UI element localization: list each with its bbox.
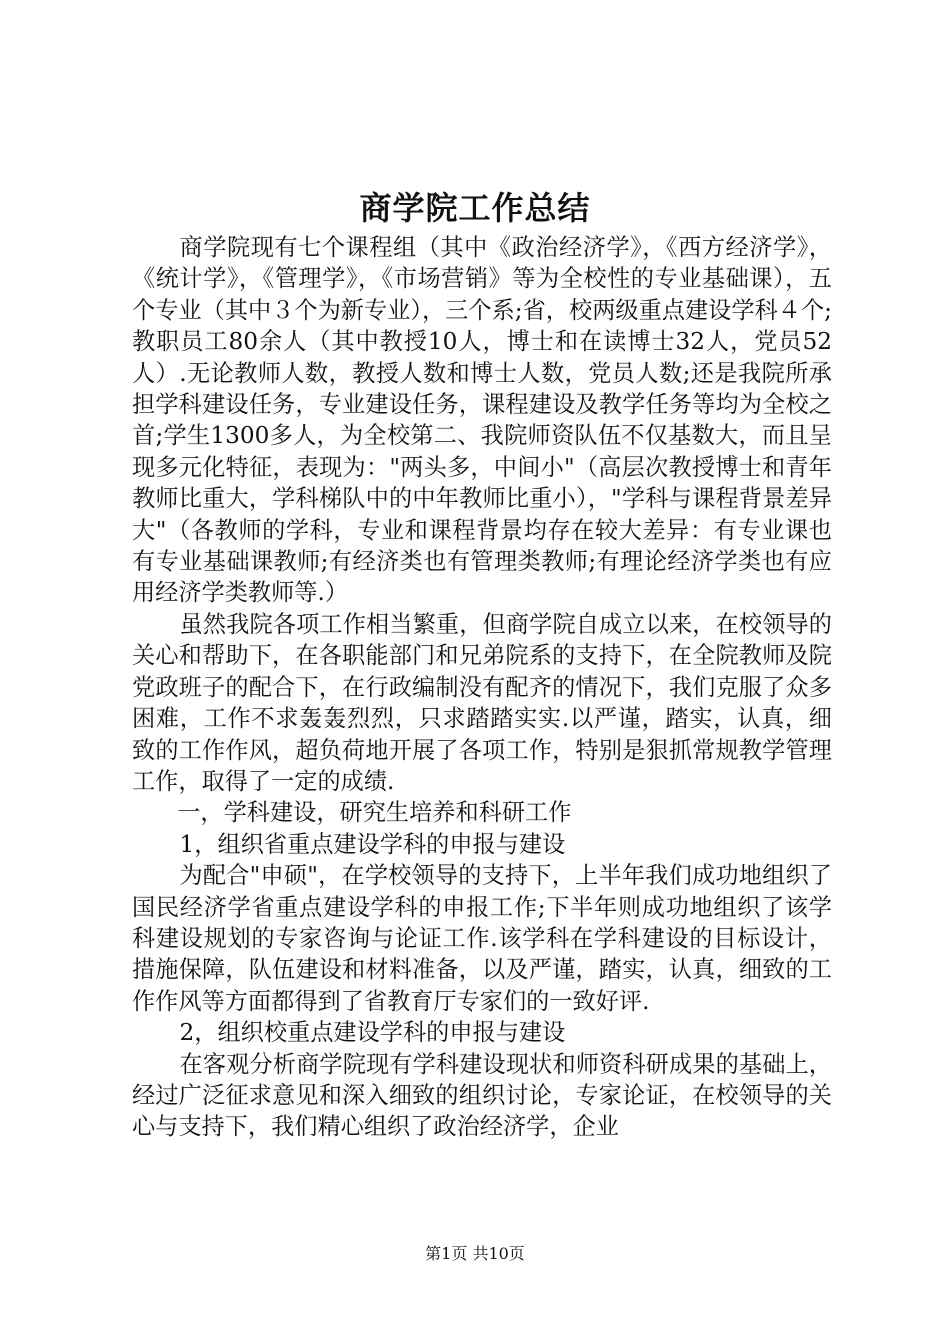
document-body (132, 232, 832, 1143)
section-heading-discipline: 一，学科建设，研究生培养和科研工作 (177, 799, 572, 827)
page-footer: 第1页 共10页 (425, 1244, 525, 1263)
document-title: 商学院工作总结 (359, 189, 591, 227)
paragraph-achievements: 虽然我院各项工作相当繁重，但商学院自成立以来，在校领导的关心和帮助下，在各职能部门和兄弟院系的支持下，在全院教师及院党政班子的配合下，在行政编制没有配齐的情况下，我们克服了众多困难，工作不求轰轰烈烈，只求踏踏实实.以严谨，踏实，认真，细致的工作作风，超负荷地开展了各项工作，特别是狠抓常规教学管理工作，取得了一定的成绩. (132, 610, 832, 795)
paragraph-school: 在客观分析商学院现有学科建设现状和师资科研成果的基础上，经过广泛征求意见和深入细致的组织讨论，专家论证，在校领导的关心与支持下，我们精心组织了政治经济学，企业 (132, 1050, 832, 1141)
subsection-heading-provincial: 1，组织省重点建设学科的申报与建设 (179, 830, 566, 858)
paragraph-overview: 商学院现有七个课程组（其中《政治经济学》，《西方经济学》，《统计学》，《管理学》，《市场营销》等为全校性的专业基础课），五个专业（其中３个为新专业），三个系;省，校两级重点建设学科４个;教职员工80余人（其中教授10人，博士和在读博士32人，党员52人）.无论教师人数，教授人数和博士人数，党员人数;还是我院所承担学科建设任务，专业建设任务，课程建设及教学任务等均为全校之首;学生1300多人，为全校第二、我院师资队伍不仅基数大，而且呈现多元化特征，表现为："两头多，中间小"（高层次教授博士和青年教师比重大，学科梯队中的中年教师比重小），"学科与课程背景差异大"（各教师的学科，专业和课程背景均存在较大差异：有专业课也有专业基础课教师;有经济类也有管理类教师;有理论经济学类也有应用经济学类教师等.） (132, 234, 832, 607)
paragraph-provincial: 为配合"申硕"，在学校领导的支持下，上半年我们成功地组织了国民经济学省重点建设学科的申报工作;下半年则成功地组织了该学科建设规划的专家咨询与论证工作.该学科在学科建设的目标设计，措施保障，队伍建设和材料准备，以及严谨，踏实，认真，细致的工作作风等方面都得到了省教育厅专家们的一致好评. (132, 862, 832, 1015)
subsection-heading-school: 2，组织校重点建设学科的申报与建设 (179, 1019, 566, 1047)
